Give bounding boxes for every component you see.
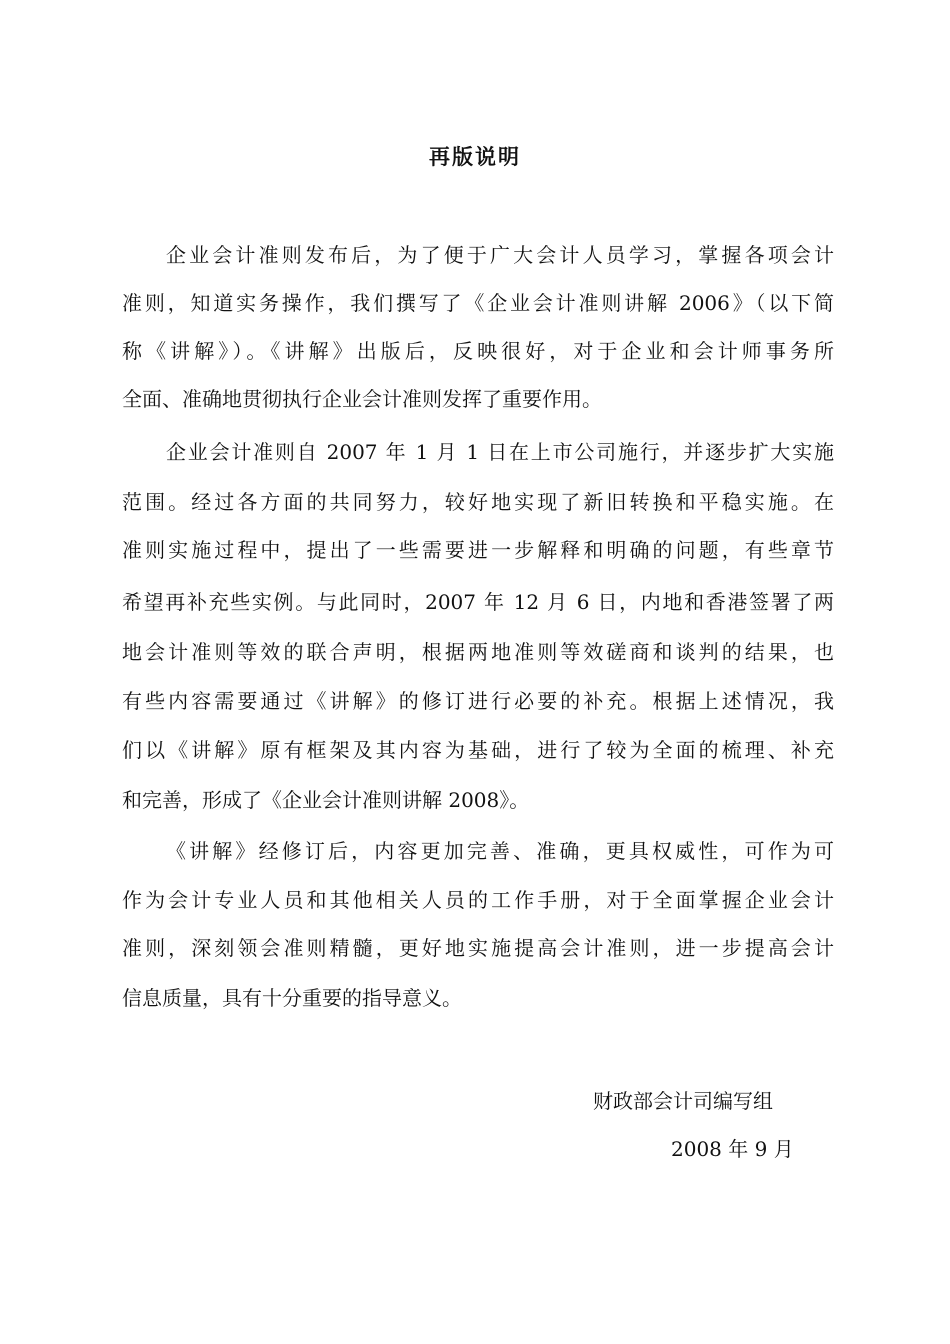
page-title: 再版说明 — [429, 144, 521, 169]
paragraph-3-line-1: 《讲解》经修订后，内容更加完善、准确，更具权威性，可作为可 — [166, 839, 834, 863]
paragraph-2-line-6: 有些内容需要通过《讲解》的修订进行必要的补充。根据上述情况，我 — [122, 689, 834, 713]
paragraph-2-line-7: 们以《讲解》原有框架及其内容为基础，进行了较为全面的梳理、补充 — [122, 738, 834, 762]
paragraph-2-line-8: 和完善，形成了《企业会计准则讲解 2008》。 — [122, 788, 530, 812]
signature-date: 2008 年 9 月 — [671, 1137, 794, 1161]
paragraph-2-line-1: 企业会计准则自 2007 年 1 月 1 日在上市公司施行，并逐步扩大实施 — [166, 440, 834, 464]
paragraph-2-line-5: 地会计准则等效的联合声明，根据两地准则等效磋商和谈判的结果，也 — [122, 640, 834, 664]
paragraph-2-line-2: 范围。经过各方面的共同努力，较好地实现了新旧转换和平稳实施。在 — [122, 490, 834, 514]
paragraph-3-line-3: 准则，深刻领会准则精髓，更好地实施提高会计准则，进一步提高会计 — [122, 936, 834, 960]
paragraph-1-line-3: 称《讲解》）。《讲解》出版后，反映很好，对于企业和会计师事务所 — [122, 339, 834, 363]
paragraph-2-line-4: 希望再补充些实例。与此同时，2007 年 12 月 6 日，内地和香港签署了两 — [122, 590, 834, 614]
signature-author: 财政部会计司编写组 — [593, 1089, 773, 1113]
paragraph-1-line-2: 准则，知道实务操作，我们撰写了《企业会计准则讲解 2006》（以下简 — [122, 291, 834, 315]
paragraph-2-line-3: 准则实施过程中，提出了一些需要进一步解释和明确的问题，有些章节 — [122, 538, 834, 562]
paragraph-3-line-2: 作为会计专业人员和其他相关人员的工作手册，对于全面掌握企业会计 — [122, 888, 834, 912]
paragraph-3-line-4: 信息质量，具有十分重要的指导意义。 — [122, 986, 462, 1010]
paragraph-1-line-4: 全面、准确地贯彻执行企业会计准则发挥了重要作用。 — [122, 387, 602, 411]
paragraph-1-line-1: 企业会计准则发布后，为了便于广大会计人员学习，掌握各项会计 — [166, 243, 834, 267]
